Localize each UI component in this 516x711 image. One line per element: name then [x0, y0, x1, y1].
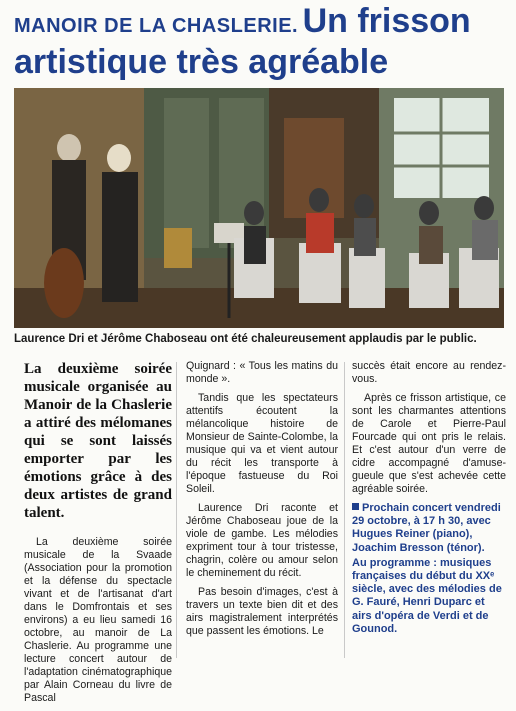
column-divider [344, 362, 345, 658]
headline [14, 4, 506, 86]
article-paragraph: Quignard : « Tous les matins du monde ». [186, 360, 338, 385]
article-column-1 [24, 360, 172, 711]
article-lead: La deuxième soirée musicale organisée au Manoir de la Chaslerie a attiré des mélomanes qui se sont laissés emporter par les émotions grâce à des deux artistes de grand talent. [24, 361, 172, 521]
article-paragraph: Pas besoin d'images, c'est à travers un texte bien dit et des airs magistralement interprétés que passent les émotions. Le [186, 586, 338, 637]
square-bullet-icon [352, 503, 359, 510]
article-column-3 [352, 360, 506, 638]
photo-caption: Laurence Dri et Jérôme Chaboseau ont été chaleureusement applaudis par le public. [14, 333, 477, 345]
concert-photo-illustration [14, 88, 504, 328]
next-concert-info: Prochain concert vendredi 29 octobre, à 17 h 30, avec Hugues Reiner (piano), Joachim Bresson (ténor). [352, 502, 501, 554]
article-paragraph: succès était encore au rendez-vous. [352, 360, 506, 385]
article-paragraph: La deuxième soirée musicale de la Svaade (Association pour la promotion et la défense du spectacle vivant et de l'artisanat d'art dans le Domfrontais et ses environs) a eu lieu samedi 16 octobre, au manoir de La Chaslerie. Au programme une lecture concert autour de l'adaptation cinématographique par Alain Corneau du livre de Pascal [24, 536, 172, 704]
column-divider [176, 362, 177, 658]
program-info: Au programme : musiques françaises du début du XXᵉ siècle, avec des mélodies de G. Fauré, Henri Duparc et airs d'opéra de Verdi et de Gounod. [352, 556, 502, 635]
article-paragraph: Tandis que les spectateurs attentifs écoutent la mélancolique histoire de Monsieur de Sainte-Colombe, la musique qui va et vient autour du récit les transporte à l'époque fastueuse du Roi Soleil. [186, 392, 338, 495]
concert-photo [14, 88, 504, 328]
headline-kicker: MANOIR DE LA CHASLERIE. [14, 15, 299, 37]
headline-title-part1: Un frisson [302, 2, 471, 40]
article-column-2 [186, 360, 338, 644]
article-paragraph: Laurence Dri raconte et Jérôme Chaboseau joue de la viole de gambe. Les mélodies expriment tour à tour tristesse, chagrin, colère ou amour selon le cheminement du récit. [186, 502, 338, 579]
article-paragraph: Après ce frisson artistique, ce sont les charmantes attentions de Carole et Pierre-Paul Fourcade qui ont pris le relais. Et c'est autour d'un verre de cidre accompagné d'amuse-gueule que s'est achevée cette agréable soirée. [352, 392, 506, 495]
headline-title-part2: artistique très agréable [14, 43, 389, 81]
info-box [352, 502, 506, 636]
